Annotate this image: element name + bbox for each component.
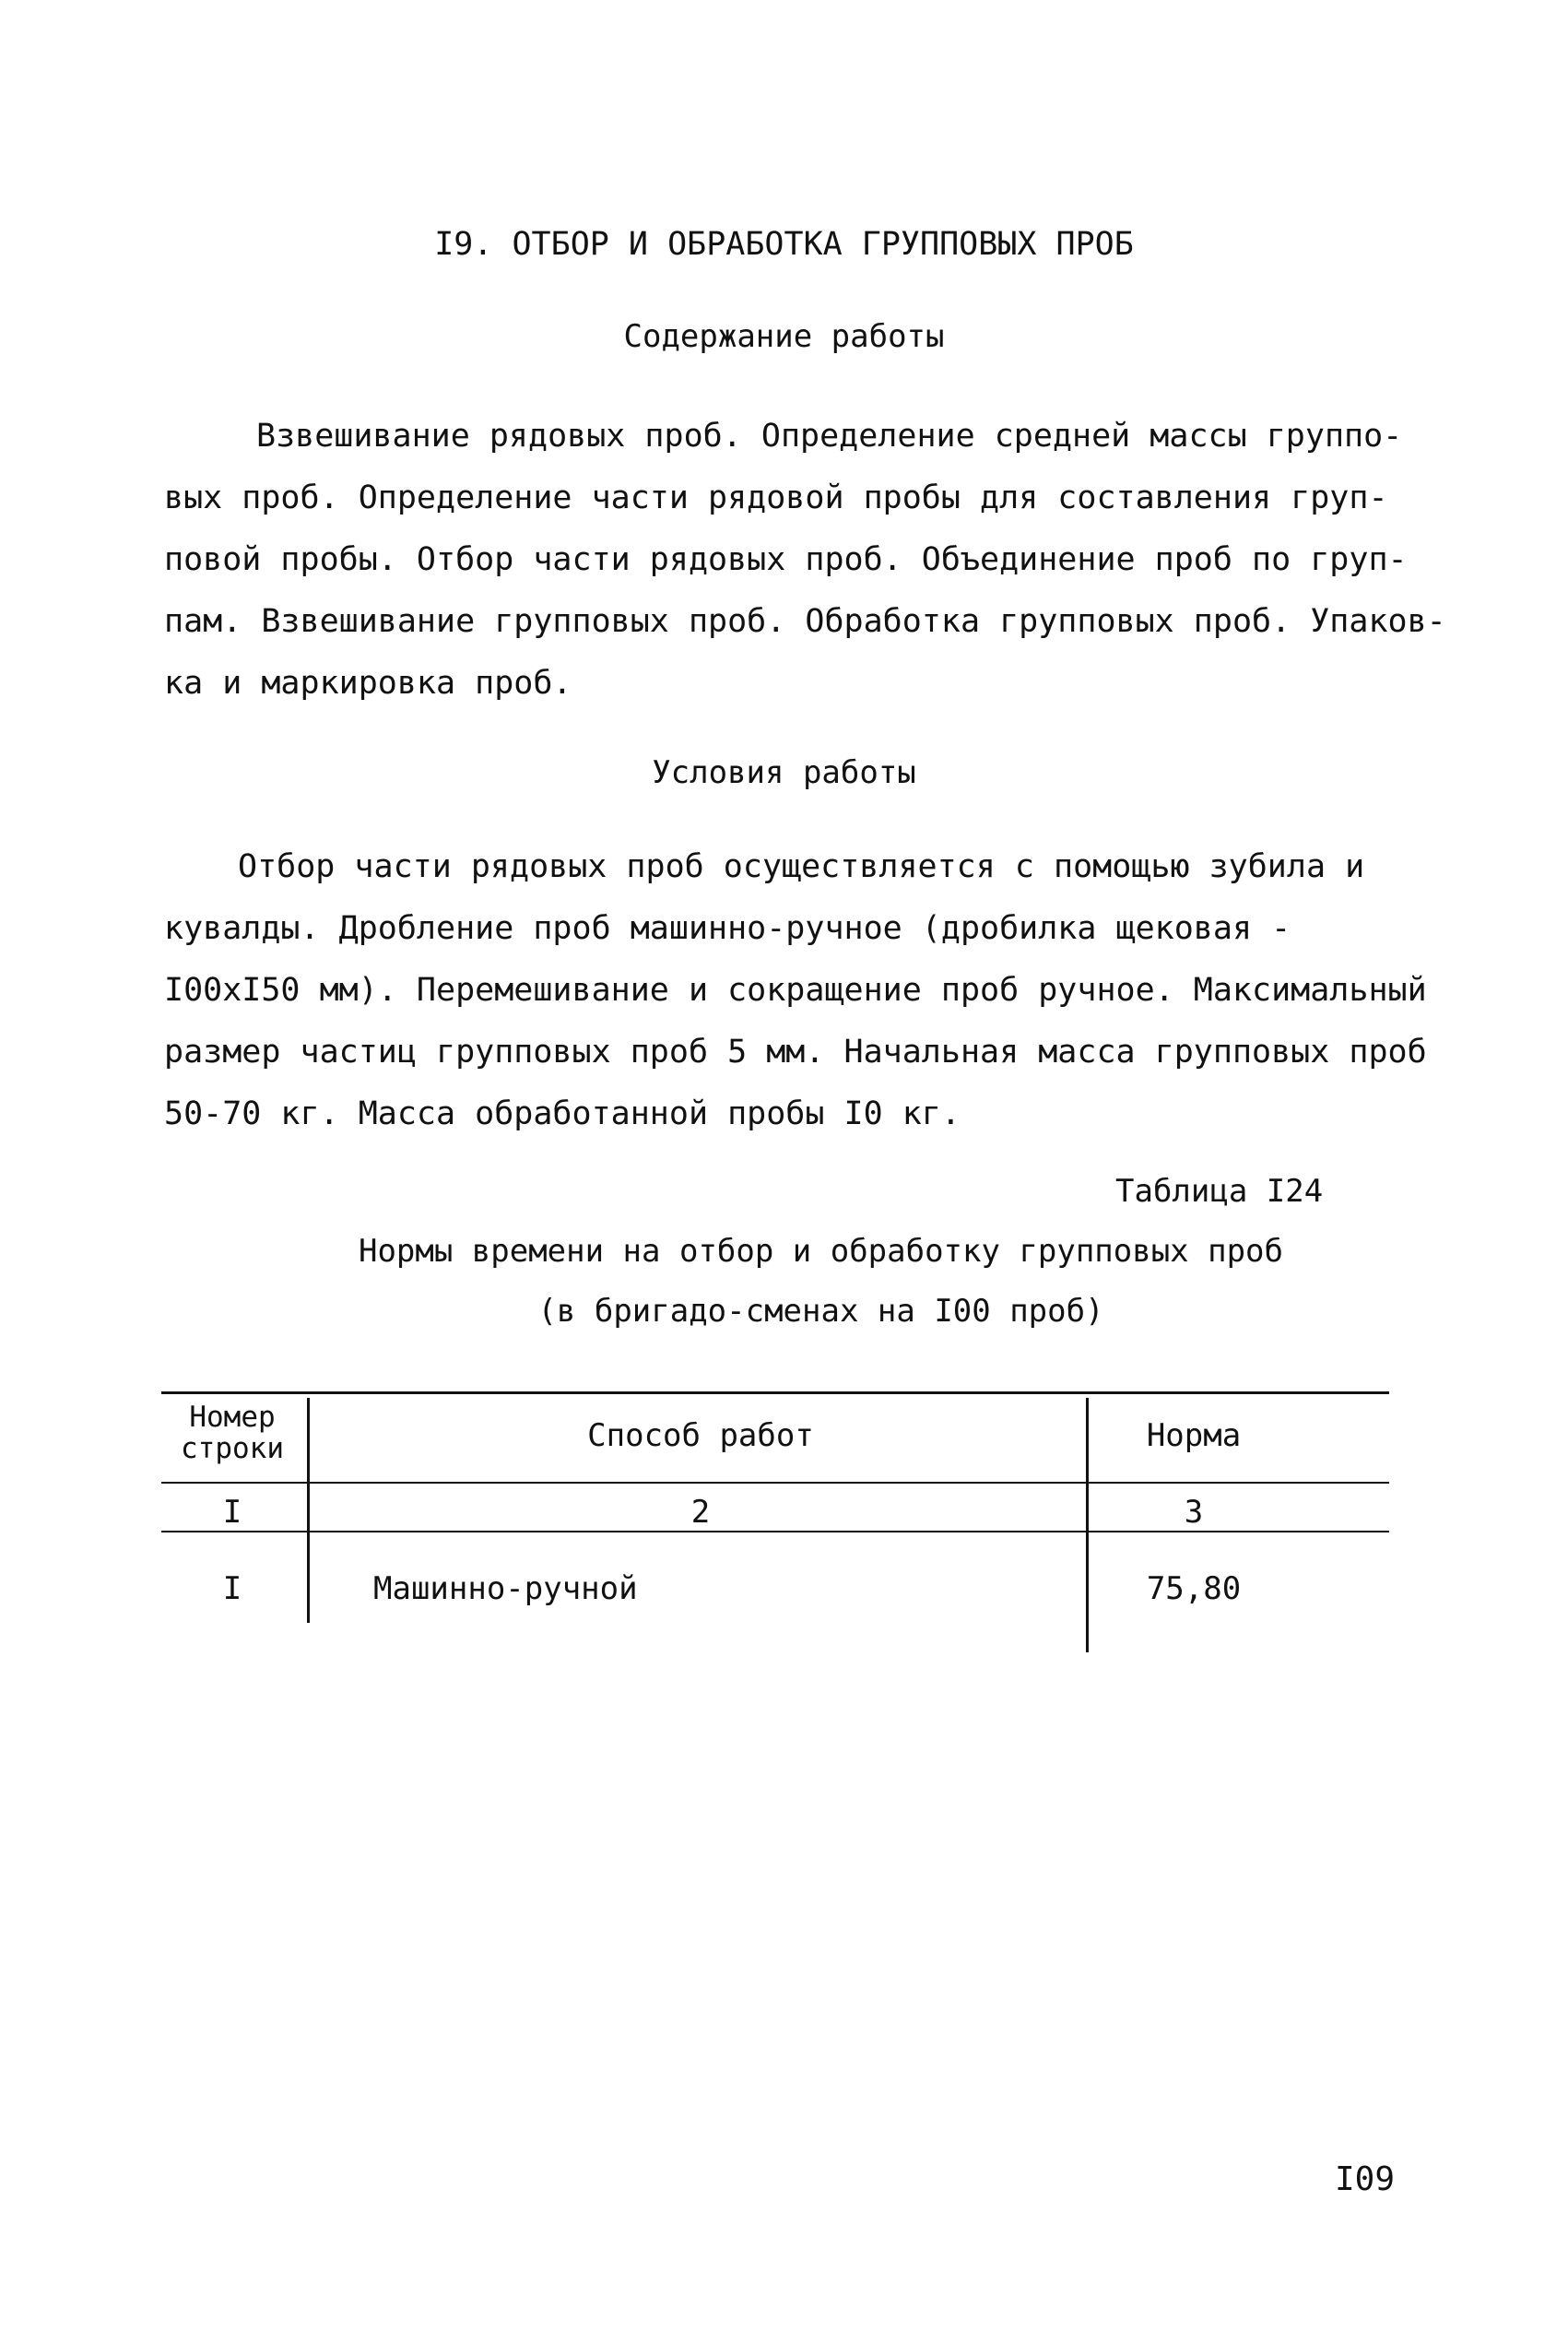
table-header-rule [161, 1482, 1389, 1484]
content-paragraph [164, 406, 1446, 715]
table-index-rule [161, 1531, 1389, 1532]
conditions-paragraph [164, 836, 1436, 1145]
content-line: Взвешивание рядовых проб. Определение средней массы группо- [256, 418, 1403, 455]
column-index: 2 [690, 1494, 711, 1531]
table-col-divider-2 [1086, 1398, 1089, 1652]
table-top-rule [161, 1391, 1389, 1394]
content-line: пам. Взвешивание групповых проб. Обработка групповых проб. Упаков- [164, 603, 1446, 640]
content-line: повой пробы. Отбор части рядовых проб. Объединение проб по груп- [164, 541, 1408, 578]
table-col-divider-1 [307, 1398, 310, 1623]
table-label: Таблица I24 [1115, 1173, 1324, 1210]
content-line: ка и маркировка проб. [164, 665, 572, 702]
content-heading: Содержание работы [623, 318, 945, 355]
table-caption-units: (в бригадо-сменах на I00 проб) [537, 1293, 1104, 1330]
table-row-number: I [222, 1570, 242, 1607]
column-index: 3 [1184, 1494, 1204, 1531]
header-method: Способ работ [587, 1417, 814, 1454]
section-title: I9. ОТБОР И ОБРАБОТКА ГРУППОВЫХ ПРОБ [434, 226, 1134, 263]
header-row-number-line2: строки [181, 1432, 284, 1465]
conditions-line: размер частиц групповых проб 5 мм. Начальная масса групповых проб [164, 1034, 1427, 1071]
column-index: I [222, 1494, 242, 1531]
table-row-norm: 75,80 [1146, 1570, 1242, 1607]
conditions-line: Отбор части рядовых проб осуществляется с помощью зубила и [238, 848, 1365, 885]
conditions-line: 50-70 кг. Масса обработанной пробы I0 кг. [164, 1095, 961, 1132]
table-row-method: Машинно-ручной [373, 1570, 638, 1607]
conditions-heading: Условия работы [652, 754, 916, 791]
header-row-number [159, 1402, 306, 1464]
conditions-line: кувалды. Дробление проб машинно-ручное (дробилка щековая - [164, 910, 1291, 947]
table-caption: Нормы времени на отбор и обработку групповых проб [358, 1233, 1284, 1270]
header-norm: Норма [1146, 1417, 1242, 1454]
content-line: вых проб. Определение части рядовой пробы для составления груп- [164, 479, 1388, 516]
conditions-line: I00xI50 мм). Перемешивание и сокращение проб ручное. Максимальный [164, 972, 1427, 1009]
header-row-number-line1: Номер [189, 1401, 276, 1434]
page-number: I09 [1335, 2160, 1396, 2198]
